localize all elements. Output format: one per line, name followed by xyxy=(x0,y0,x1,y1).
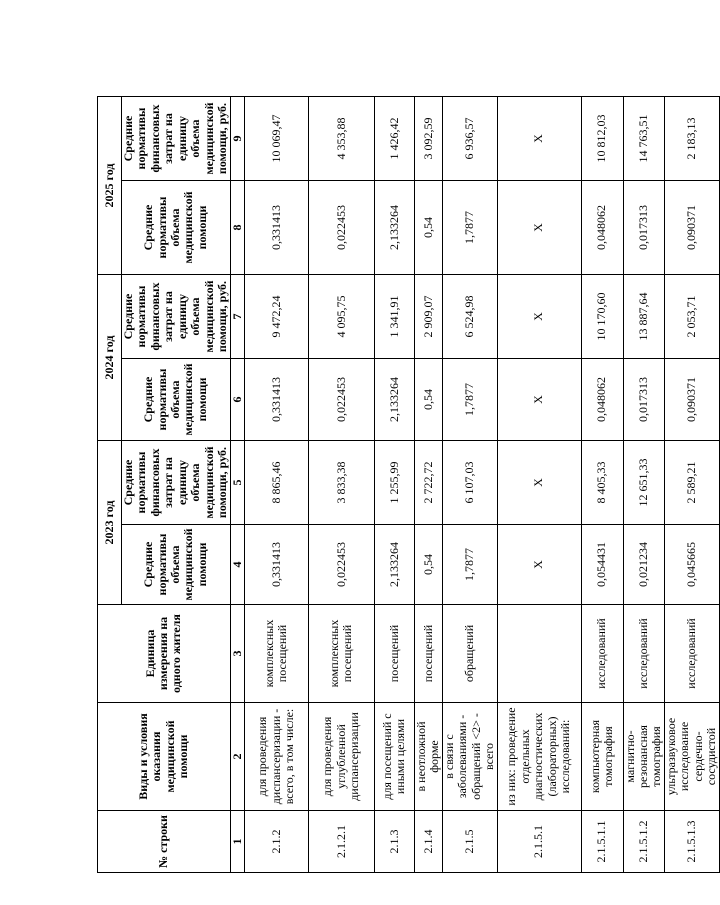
table-row xyxy=(581,97,623,873)
cost-2024: 4 095,75 xyxy=(308,275,374,359)
care-type: для посещений с иными целями xyxy=(374,703,414,811)
volume-2023: 0,331413 xyxy=(244,525,308,605)
care-type: ультразвуковое исследование сердечно-сосудистой xyxy=(664,703,719,811)
unit xyxy=(497,605,581,703)
header-row-number: № строки xyxy=(98,811,231,873)
volume-2025: X xyxy=(497,181,581,275)
header-volume-2023: Средние нормативы объема медицинской помощи xyxy=(122,525,231,605)
care-type: в связи с заболеваниями - обращений <2> - всего xyxy=(442,703,497,811)
column-number-row xyxy=(230,97,244,873)
volume-2024: 0,017313 xyxy=(623,359,664,441)
table-row xyxy=(497,97,581,873)
volume-2025: 0,048062 xyxy=(581,181,623,275)
unit: исследований xyxy=(623,605,664,703)
volume-2025: 0,017313 xyxy=(623,181,664,275)
table-row xyxy=(244,97,308,873)
column-number: 2 xyxy=(230,703,244,811)
cost-2024: 9 472,24 xyxy=(244,275,308,359)
volume-2025: 0,331413 xyxy=(244,181,308,275)
cost-2025: 10 812,03 xyxy=(581,97,623,181)
unit: посещений xyxy=(374,605,414,703)
cost-2025: 3 092,59 xyxy=(414,97,442,181)
cost-2023: 2 722,72 xyxy=(414,441,442,525)
row-number: 2.1.5.1.3 xyxy=(664,811,719,873)
cost-2024: X xyxy=(497,275,581,359)
cost-2023: 6 107,03 xyxy=(442,441,497,525)
header-cost-2025: Средние нормативы финансовых затрат на единицу объема медицинской помощи, руб. xyxy=(122,97,231,181)
row-number: 2.1.4 xyxy=(414,811,442,873)
volume-2024: 0,090371 xyxy=(664,359,719,441)
volume-2023: 0,045665 xyxy=(664,525,719,605)
cost-2024: 2 909,07 xyxy=(414,275,442,359)
unit: комплексных посещений xyxy=(244,605,308,703)
cost-2023: 1 255,99 xyxy=(374,441,414,525)
care-type: из них: проведение отдельных диагностических (лабораторных) исследований: xyxy=(497,703,581,811)
table-row xyxy=(623,97,664,873)
cost-2025: 14 763,51 xyxy=(623,97,664,181)
header-volume-2024: Средние нормативы объема медицинской помощи xyxy=(122,359,231,441)
unit: комплексных посещений xyxy=(308,605,374,703)
row-number: 2.1.5.1 xyxy=(497,811,581,873)
cost-2025: X xyxy=(497,97,581,181)
cost-2023: 3 833,38 xyxy=(308,441,374,525)
cost-2025: 1 426,42 xyxy=(374,97,414,181)
volume-2024: 0,331413 xyxy=(244,359,308,441)
header-year-2024: 2024 год xyxy=(98,275,122,441)
volume-2025: 2,133264 xyxy=(374,181,414,275)
cost-2023: X xyxy=(497,441,581,525)
unit: обращений xyxy=(442,605,497,703)
column-number: 1 xyxy=(230,811,244,873)
header-unit: Единица измерения на одного жителя xyxy=(98,605,231,703)
volume-2025: 0,54 xyxy=(414,181,442,275)
volume-2023: 0,021234 xyxy=(623,525,664,605)
unit: исследований xyxy=(664,605,719,703)
volume-2023: 2,133264 xyxy=(374,525,414,605)
row-number: 2.1.5 xyxy=(442,811,497,873)
row-number: 2.1.2.1 xyxy=(308,811,374,873)
cost-2023: 8 405,33 xyxy=(581,441,623,525)
cost-2025: 6 936,57 xyxy=(442,97,497,181)
column-number: 9 xyxy=(230,97,244,181)
row-number: 2.1.5.1.1 xyxy=(581,811,623,873)
care-type: в неотложной форме xyxy=(414,703,442,811)
volume-2024: 0,54 xyxy=(414,359,442,441)
cost-2023: 12 651,33 xyxy=(623,441,664,525)
column-number: 6 xyxy=(230,359,244,441)
table-row xyxy=(308,97,374,873)
column-number: 8 xyxy=(230,181,244,275)
table-row xyxy=(442,97,497,873)
row-number: 2.1.2 xyxy=(244,811,308,873)
volume-2023: X xyxy=(497,525,581,605)
header-volume-2025: Средние нормативы объема медицинской помощи xyxy=(122,181,231,275)
column-number: 3 xyxy=(230,605,244,703)
header-cost-2024: Средние нормативы финансовых затрат на единицу объема медицинской помощи, руб. xyxy=(122,275,231,359)
cost-2024: 6 524,98 xyxy=(442,275,497,359)
care-type: компьютерная томография xyxy=(581,703,623,811)
volume-2024: 2,133264 xyxy=(374,359,414,441)
table-row xyxy=(664,97,719,873)
unit: исследований xyxy=(581,605,623,703)
unit: посещений xyxy=(414,605,442,703)
volume-2023: 0,022453 xyxy=(308,525,374,605)
cost-2025: 10 069,47 xyxy=(244,97,308,181)
care-type: для проведения диспансеризации - всего, в том числе: xyxy=(244,703,308,811)
cost-2023: 8 865,46 xyxy=(244,441,308,525)
row-number: 2.1.5.1.2 xyxy=(623,811,664,873)
row-number: 2.1.3 xyxy=(374,811,414,873)
volume-2025: 1,7877 xyxy=(442,181,497,275)
volume-2025: 0,022453 xyxy=(308,181,374,275)
column-number: 7 xyxy=(230,275,244,359)
volume-2024: 0,048062 xyxy=(581,359,623,441)
table-row xyxy=(414,97,442,873)
volume-2023: 0,054431 xyxy=(581,525,623,605)
rotated-table-wrapper xyxy=(97,97,719,873)
header-cost-2023: Средние нормативы финансовых затрат на единицу объема медицинской помощи, руб. xyxy=(122,441,231,525)
cost-2025: 2 183,13 xyxy=(664,97,719,181)
cost-2023: 2 589,21 xyxy=(664,441,719,525)
cost-2024: 13 887,64 xyxy=(623,275,664,359)
normatives-table xyxy=(97,96,720,873)
cost-2024: 1 341,91 xyxy=(374,275,414,359)
column-number: 5 xyxy=(230,441,244,525)
care-type: для проведения углубленной диспансеризации xyxy=(308,703,374,811)
column-number: 4 xyxy=(230,525,244,605)
cost-2025: 4 353,88 xyxy=(308,97,374,181)
volume-2023: 1,7877 xyxy=(442,525,497,605)
volume-2024: X xyxy=(497,359,581,441)
care-type: магнитно-резонансная томография xyxy=(623,703,664,811)
volume-2023: 0,54 xyxy=(414,525,442,605)
volume-2024: 1,7877 xyxy=(442,359,497,441)
cost-2024: 10 170,60 xyxy=(581,275,623,359)
header-care-type: Виды и условия оказания медицинской помощи xyxy=(98,703,231,811)
header-year-2025: 2025 год xyxy=(98,97,122,275)
volume-2025: 0,090371 xyxy=(664,181,719,275)
header-year-2023: 2023 год xyxy=(98,441,122,605)
cost-2024: 2 053,71 xyxy=(664,275,719,359)
header-year-row xyxy=(98,97,122,873)
volume-2024: 0,022453 xyxy=(308,359,374,441)
table-row xyxy=(374,97,414,873)
